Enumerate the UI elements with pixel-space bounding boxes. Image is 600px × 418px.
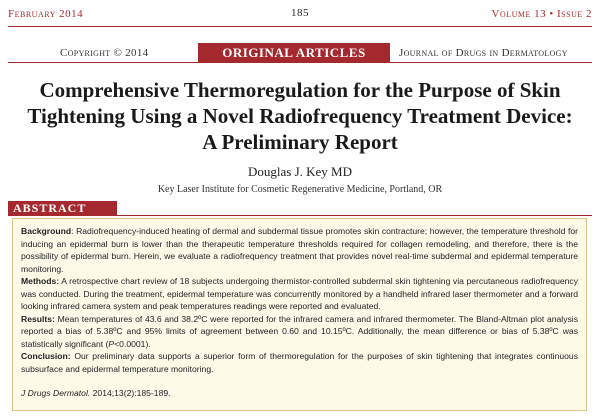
abstract-methods bbox=[21, 275, 578, 313]
methods-label: Methods: bbox=[21, 276, 60, 286]
copyright-notice: Copyright © 2014 bbox=[60, 47, 149, 59]
abstract-label: ABSTRACT bbox=[8, 201, 117, 216]
title-line: A Preliminary Report bbox=[202, 130, 398, 154]
results-p-symbol: P bbox=[108, 338, 115, 349]
author-affiliation: Key Laser Institute for Cosmetic Regenerative Medicine, Portland, OR bbox=[157, 184, 443, 195]
title-line: Tightening Using a Novel Radiofrequency Treatment Device: bbox=[27, 104, 573, 128]
abstract-box bbox=[12, 218, 587, 411]
header-rule-bottom bbox=[8, 62, 592, 63]
section-banner: ORIGINAL ARTICLES bbox=[198, 43, 390, 63]
abstract-results bbox=[21, 313, 578, 351]
title-line: Comprehensive Thermoregulation for the Purpose of Skin bbox=[39, 78, 561, 102]
results-label: Results: bbox=[21, 313, 55, 324]
journal-name: Journal of Drugs in Dermatology bbox=[399, 47, 568, 59]
header-rule bbox=[8, 26, 592, 27]
page-number: 185 bbox=[291, 7, 309, 19]
citation-details: 2014;13(2):185-189. bbox=[90, 388, 171, 398]
background-text: : Radiofrequency-induced heating of dermal and subdermal tissue promotes skin contracture; however, the temperature threshold for inducing an epidermal burn is lower than the therapeutic temperature thresholds required for collagen remodeling, and therefore, there is the possibility of epidermal burn. Herein, we evaluate a radiofrequency treatment that provides novel real-time subdermal and epidermal temperature monitoring. bbox=[21, 226, 578, 274]
background-label: Background bbox=[21, 226, 72, 236]
citation-journal: J Drugs Dermatol. bbox=[21, 388, 91, 398]
conclusion-label: Conclusion: bbox=[21, 351, 71, 361]
author-name: Douglas J. Key MD bbox=[248, 164, 352, 179]
article-title bbox=[10, 77, 590, 155]
running-header bbox=[0, 0, 600, 62]
methods-text: A retrospective chart review of 18 subjects undergoing thermistor-controlled subdermal skin tightening via percutaneous radiofrequency was conducted. During the treatment, epidermal temperature was concurrently monitored by a handheld infrared laser thermometer and a forward looking infrared camera system and peak temperatures readings were reported and evaluated. bbox=[21, 276, 578, 311]
results-tail: <0.0001). bbox=[114, 338, 151, 349]
conclusion-text: Our preliminary data supports a superior form of thermoregulation for the purposes of skin tightening that integrates continuous subsurface and epidermal temperature monitoring. bbox=[21, 351, 578, 374]
issue-date: February 2014 bbox=[8, 8, 84, 20]
results-text: Mean temperatures of 43.6 and 38.2ºC were reported for the infrared camera and infrared thermometer. The Bland-Altman plot analysis reported a bias of 5.38ºC and 95% limits of agreement between 0.60 and 10.15ºC. Additionally, the mean difference or bias of 5.38ºC was statistically significant ( bbox=[21, 313, 578, 349]
volume-issue: Volume 13 • Issue 2 bbox=[491, 8, 592, 20]
citation bbox=[21, 387, 578, 400]
abstract-background bbox=[21, 225, 578, 275]
abstract-conclusion bbox=[21, 350, 578, 375]
abstract-rule bbox=[8, 215, 592, 216]
